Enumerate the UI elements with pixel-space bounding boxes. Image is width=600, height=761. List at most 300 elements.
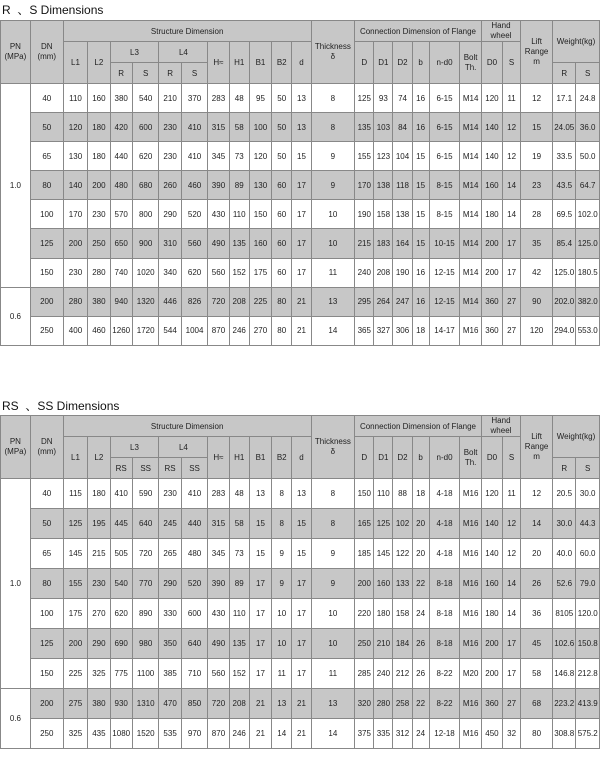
table-cell: 26: [412, 659, 429, 689]
table-cell: 14: [503, 569, 521, 599]
table-cell: 345: [208, 539, 229, 569]
table-cell: 410: [181, 479, 208, 509]
table-cell: 8: [272, 479, 292, 509]
cnd0-header: n-d0: [429, 437, 460, 479]
table-cell: 150: [249, 200, 271, 229]
table-row: [1, 599, 600, 629]
cd2-header: D2: [393, 437, 412, 479]
table-cell: 12: [503, 113, 521, 142]
table-cell: 1520: [132, 719, 159, 749]
table-cell: 180: [88, 479, 110, 509]
table-cell: 200: [63, 229, 87, 258]
table-cell: 73: [229, 539, 249, 569]
connection-dimension-header: Connection Dimension of Flange: [355, 21, 482, 42]
table-cell: M14: [460, 113, 481, 142]
wa-subheader: R: [553, 63, 576, 84]
table-cell: 1260: [110, 316, 132, 345]
table-cell: 30.0: [576, 479, 600, 509]
table-cell: 315: [208, 113, 229, 142]
table-cell: 185: [355, 539, 374, 569]
table-cell: 125: [374, 509, 393, 539]
table-row: [1, 171, 600, 200]
l3a-subheader: R: [110, 63, 132, 84]
d-header: d: [292, 437, 311, 479]
connection-dimension-header: Connection Dimension of Flange: [355, 416, 482, 437]
h-header: H≈: [208, 437, 229, 479]
table-cell: 120: [249, 142, 271, 171]
table-cell: 440: [181, 509, 208, 539]
table-cell: 48: [229, 479, 249, 509]
table-row: [1, 258, 600, 287]
table-cell: 380: [88, 689, 110, 719]
dimension-table-r-s: [0, 20, 600, 346]
table-cell: 1004: [181, 316, 208, 345]
table-cell: 445: [110, 509, 132, 539]
table-cell: 160: [481, 569, 502, 599]
structure-dimension-header: Structure Dimension: [63, 21, 311, 42]
table-cell: 17: [292, 229, 311, 258]
table-cell: 870: [208, 316, 229, 345]
table-cell: 150.8: [576, 629, 600, 659]
table-cell: 800: [132, 200, 159, 229]
table-cell: 140: [481, 539, 502, 569]
table-cell: 8105: [553, 599, 576, 629]
table-cell: 775: [110, 659, 132, 689]
table-cell: 940: [110, 287, 132, 316]
table-cell: 15: [412, 171, 429, 200]
handwheel-header: Hand wheel: [481, 416, 520, 437]
table-cell: 8: [311, 479, 355, 509]
table-cell: 123: [374, 142, 393, 171]
table-row: [1, 142, 600, 171]
table-cell: 200: [481, 629, 502, 659]
table-cell: 17: [503, 659, 521, 689]
table-cell: 170: [63, 200, 87, 229]
table-cell: M16: [460, 569, 481, 599]
table-cell: 26: [412, 629, 429, 659]
table-cell: 6-15: [429, 142, 460, 171]
table-cell: 413.9: [576, 689, 600, 719]
table-row: [1, 539, 600, 569]
h1-header: H1: [229, 437, 249, 479]
table-cell: 50: [30, 509, 63, 539]
structure-dimension-header: Structure Dimension: [63, 416, 311, 437]
table-cell: 230: [159, 113, 181, 142]
table-cell: 21: [292, 689, 311, 719]
table-cell: 230: [88, 569, 110, 599]
table-cell: 15: [292, 509, 311, 539]
table-cell: 170: [355, 171, 374, 200]
table-row: [1, 719, 600, 749]
table-cell: 535: [159, 719, 181, 749]
table-cell: 283: [208, 84, 229, 113]
s-header: S: [503, 437, 521, 479]
table-cell: 145: [63, 539, 87, 569]
table-row: [1, 229, 600, 258]
wa-subheader: R: [553, 458, 576, 479]
table-cell: 60: [272, 171, 292, 200]
table-cell: 48: [229, 84, 249, 113]
table-cell: 17: [249, 659, 271, 689]
table-cell: 370: [181, 84, 208, 113]
wb-subheader: S: [576, 63, 600, 84]
table-cell: 20.5: [553, 479, 576, 509]
table-cell: 230: [159, 479, 181, 509]
table-cell: 12: [503, 509, 521, 539]
table-cell: 80: [272, 287, 292, 316]
table-row: [1, 569, 600, 599]
table-cell: 17: [292, 599, 311, 629]
wb-subheader: S: [576, 458, 600, 479]
table-cell: 306: [393, 316, 412, 345]
table-cell: 190: [393, 258, 412, 287]
table-cell: 570: [110, 200, 132, 229]
table-cell: 9: [311, 539, 355, 569]
table-cell: 380: [88, 287, 110, 316]
table-cell: 1100: [132, 659, 159, 689]
table-cell: 382.0: [576, 287, 600, 316]
table-cell: 10: [311, 200, 355, 229]
table-cell: 250: [88, 229, 110, 258]
table-cell: 10: [311, 229, 355, 258]
table-cell: 450: [481, 719, 502, 749]
table-cell: 970: [181, 719, 208, 749]
l2-header: L2: [88, 437, 110, 479]
table-cell: 430: [208, 599, 229, 629]
table-cell: 560: [181, 229, 208, 258]
l4a-subheader: RS: [159, 458, 181, 479]
table-cell: M14: [460, 287, 481, 316]
table-cell: 120: [63, 113, 87, 142]
table-cell: 470: [159, 689, 181, 719]
table-cell: 4-18: [429, 479, 460, 509]
table-cell: 164: [393, 229, 412, 258]
table-cell: 13: [311, 287, 355, 316]
table-cell: 590: [132, 479, 159, 509]
table-cell: 280: [63, 287, 87, 316]
l4-header: L4: [159, 42, 208, 63]
table-cell: 183: [374, 229, 393, 258]
table-cell: 58: [521, 659, 553, 689]
table-cell: 17: [292, 629, 311, 659]
table-cell: 130: [63, 142, 87, 171]
table-cell: 21: [292, 316, 311, 345]
table-cell: 27: [503, 689, 521, 719]
table-cell: 335: [374, 719, 393, 749]
table-cell: 8-15: [429, 171, 460, 200]
table-cell: 74: [393, 84, 412, 113]
table-cell: 180.5: [576, 258, 600, 287]
table-cell: 60: [272, 200, 292, 229]
table-cell: 102.0: [576, 200, 600, 229]
table-cell: 720: [208, 689, 229, 719]
table-cell: M14: [460, 229, 481, 258]
table-cell: 560: [208, 258, 229, 287]
table-cell: 17.1: [553, 84, 576, 113]
table-cell: 16: [412, 113, 429, 142]
table-cell: 640: [132, 509, 159, 539]
d0-header: D0: [481, 437, 502, 479]
table-cell: 410: [181, 113, 208, 142]
l3a-subheader: RS: [110, 458, 132, 479]
table-cell: 13: [249, 479, 271, 509]
cd-header: D: [355, 437, 374, 479]
table-cell: 60.0: [576, 539, 600, 569]
table-cell: 35: [521, 229, 553, 258]
bolt-thread-header: Bolt Th.: [460, 42, 481, 84]
table-cell: 480: [181, 539, 208, 569]
table-cell: 6-15: [429, 113, 460, 142]
table-cell: 17: [292, 200, 311, 229]
table-row: [1, 84, 600, 113]
table-cell: 400: [63, 316, 87, 345]
table-cell: M16: [460, 629, 481, 659]
l4b-subheader: SS: [181, 458, 208, 479]
table-cell: 770: [132, 569, 159, 599]
table-cell: 93: [374, 84, 393, 113]
table-cell: 225: [249, 287, 271, 316]
table-cell: 246: [229, 316, 249, 345]
table-row: [1, 659, 600, 689]
table-cell: 210: [159, 84, 181, 113]
table-cell: 50: [272, 113, 292, 142]
table-cell: 175: [63, 599, 87, 629]
table-cell: 21: [292, 287, 311, 316]
table-cell: 490: [208, 229, 229, 258]
table-cell: 160: [481, 171, 502, 200]
table-cell: 290: [159, 569, 181, 599]
table-cell: 24.05: [553, 113, 576, 142]
table-cell: M14: [460, 171, 481, 200]
table-cell: 20: [412, 509, 429, 539]
table-cell: 125: [30, 629, 63, 659]
table-cell: 138: [393, 200, 412, 229]
table-cell: 540: [132, 84, 159, 113]
table-cell: 122: [393, 539, 412, 569]
table-cell: 102: [393, 509, 412, 539]
table-cell: 345: [208, 142, 229, 171]
table-cell: 390: [208, 569, 229, 599]
table-row: [1, 509, 600, 539]
table-cell: 68: [521, 689, 553, 719]
table-cell: 410: [181, 142, 208, 171]
table-cell: 84: [393, 113, 412, 142]
table-cell: 315: [208, 509, 229, 539]
table-cell: 10: [272, 629, 292, 659]
table-cell: 460: [88, 316, 110, 345]
table-cell: 33.5: [553, 142, 576, 171]
table-cell: 620: [181, 258, 208, 287]
table-cell: 10: [272, 599, 292, 629]
table-cell: 246: [229, 719, 249, 749]
table-cell: 15: [292, 539, 311, 569]
table-cell: 150: [30, 659, 63, 689]
table-cell: 125.0: [553, 258, 576, 287]
table-cell: 440: [110, 142, 132, 171]
table-cell: 13: [292, 113, 311, 142]
table-cell: 8-15: [429, 200, 460, 229]
table-cell: 250: [30, 719, 63, 749]
table-cell: 220: [355, 599, 374, 629]
table-cell: 36: [521, 599, 553, 629]
table-cell: 15: [249, 509, 271, 539]
table-cell: 65: [30, 142, 63, 171]
table-cell: 740: [110, 258, 132, 287]
table-cell: 710: [181, 659, 208, 689]
d0-header: D0: [481, 42, 502, 84]
table-cell: 155: [355, 142, 374, 171]
table-cell: 18: [412, 479, 429, 509]
table-cell: 200: [30, 689, 63, 719]
pn-header: PN (MPa): [1, 416, 31, 479]
table-cell: 215: [355, 229, 374, 258]
pn-value: 0.6: [1, 287, 31, 345]
pn-value: 1.0: [1, 84, 31, 288]
table-cell: 208: [229, 287, 249, 316]
table-cell: 21: [249, 719, 271, 749]
table-cell: 150: [355, 479, 374, 509]
dimension-table-rs-ss: [0, 415, 600, 749]
table-cell: 230: [63, 258, 87, 287]
l3-header: L3: [110, 437, 159, 458]
table-cell: 103: [374, 113, 393, 142]
table-cell: 146.8: [553, 659, 576, 689]
cnd0-header: n-d0: [429, 42, 460, 84]
table-cell: 200: [30, 287, 63, 316]
b2-header: B2: [272, 437, 292, 479]
cb-header: b: [412, 42, 429, 84]
table-cell: 202.0: [553, 287, 576, 316]
table-cell: 360: [481, 287, 502, 316]
table-cell: M16: [460, 509, 481, 539]
table-cell: M16: [460, 599, 481, 629]
l4a-subheader: R: [159, 63, 181, 84]
table-cell: 12: [503, 539, 521, 569]
table-cell: 125: [355, 84, 374, 113]
table-cell: 225: [63, 659, 87, 689]
table-cell: 247: [393, 287, 412, 316]
table-cell: 152: [229, 258, 249, 287]
table-cell: 294.0: [553, 316, 576, 345]
table-cell: 20: [412, 539, 429, 569]
table-cell: 260: [159, 171, 181, 200]
pn-value: 1.0: [1, 479, 31, 689]
table-cell: 58: [229, 113, 249, 142]
table-cell: 435: [88, 719, 110, 749]
table-cell: 190: [355, 200, 374, 229]
dn-header: DN (mm): [30, 21, 63, 84]
b1-header: B1: [249, 437, 271, 479]
table-cell: 720: [132, 539, 159, 569]
table-cell: 158: [393, 599, 412, 629]
table-cell: M14: [460, 142, 481, 171]
table-cell: 11: [503, 84, 521, 113]
l1-header: L1: [63, 437, 87, 479]
table-cell: 145: [374, 539, 393, 569]
table-cell: 17: [292, 258, 311, 287]
table-cell: 490: [208, 629, 229, 659]
table-cell: 600: [181, 599, 208, 629]
table-cell: 64.7: [576, 171, 600, 200]
table-cell: 27: [503, 287, 521, 316]
table-cell: 620: [132, 142, 159, 171]
table-cell: 16: [412, 258, 429, 287]
table-cell: 215: [88, 539, 110, 569]
table-cell: 23: [521, 171, 553, 200]
table-cell: 17: [292, 171, 311, 200]
table-cell: 4-18: [429, 539, 460, 569]
table-cell: 350: [159, 629, 181, 659]
h1-header: H1: [229, 42, 249, 84]
cd-header: D: [355, 42, 374, 84]
thickness-header: Thickness δ: [311, 21, 355, 84]
table-cell: 120: [521, 316, 553, 345]
table-cell: 505: [110, 539, 132, 569]
table-cell: 930: [110, 689, 132, 719]
table-cell: 180: [374, 599, 393, 629]
table-cell: 15: [412, 142, 429, 171]
table-cell: M14: [460, 258, 481, 287]
table-cell: 13: [272, 689, 292, 719]
table-cell: 27: [503, 316, 521, 345]
table-row: [1, 287, 600, 316]
table-cell: 21: [292, 719, 311, 749]
table-cell: 290: [88, 629, 110, 659]
table-cell: 80: [30, 171, 63, 200]
table-cell: 520: [181, 569, 208, 599]
table-cell: 8: [272, 509, 292, 539]
section-title: R 、S Dimensions: [2, 3, 104, 17]
table-cell: 720: [208, 287, 229, 316]
table-cell: 200: [481, 659, 502, 689]
table-cell: 826: [181, 287, 208, 316]
table-cell: 125: [63, 509, 87, 539]
table-cell: 1720: [132, 316, 159, 345]
table-cell: 45: [521, 629, 553, 659]
table-cell: 1310: [132, 689, 159, 719]
table-cell: 12-15: [429, 258, 460, 287]
table-cell: 8-18: [429, 629, 460, 659]
table-cell: 14: [272, 719, 292, 749]
table-cell: 28: [521, 200, 553, 229]
table-cell: 16: [412, 287, 429, 316]
table-cell: 265: [159, 539, 181, 569]
table-cell: 17: [292, 659, 311, 689]
table-cell: 32: [503, 719, 521, 749]
table-cell: 9: [272, 539, 292, 569]
table-cell: 69.5: [553, 200, 576, 229]
b1-header: B1: [249, 42, 271, 84]
table-cell: 24: [412, 719, 429, 749]
table-cell: 15: [412, 200, 429, 229]
table-cell: 6-15: [429, 84, 460, 113]
table-cell: M16: [460, 479, 481, 509]
table-cell: M14: [460, 200, 481, 229]
table-cell: 575.2: [576, 719, 600, 749]
table-cell: 50: [272, 84, 292, 113]
table-cell: 120.0: [576, 599, 600, 629]
table-cell: 110: [63, 84, 87, 113]
table-cell: 365: [355, 316, 374, 345]
table-cell: 150: [30, 258, 63, 287]
table-cell: 208: [229, 689, 249, 719]
table-cell: 60: [272, 258, 292, 287]
table-cell: 12-15: [429, 287, 460, 316]
table-cell: M16: [460, 719, 481, 749]
table-cell: 11: [311, 258, 355, 287]
table-cell: 17: [503, 258, 521, 287]
table-cell: 8: [311, 84, 355, 113]
